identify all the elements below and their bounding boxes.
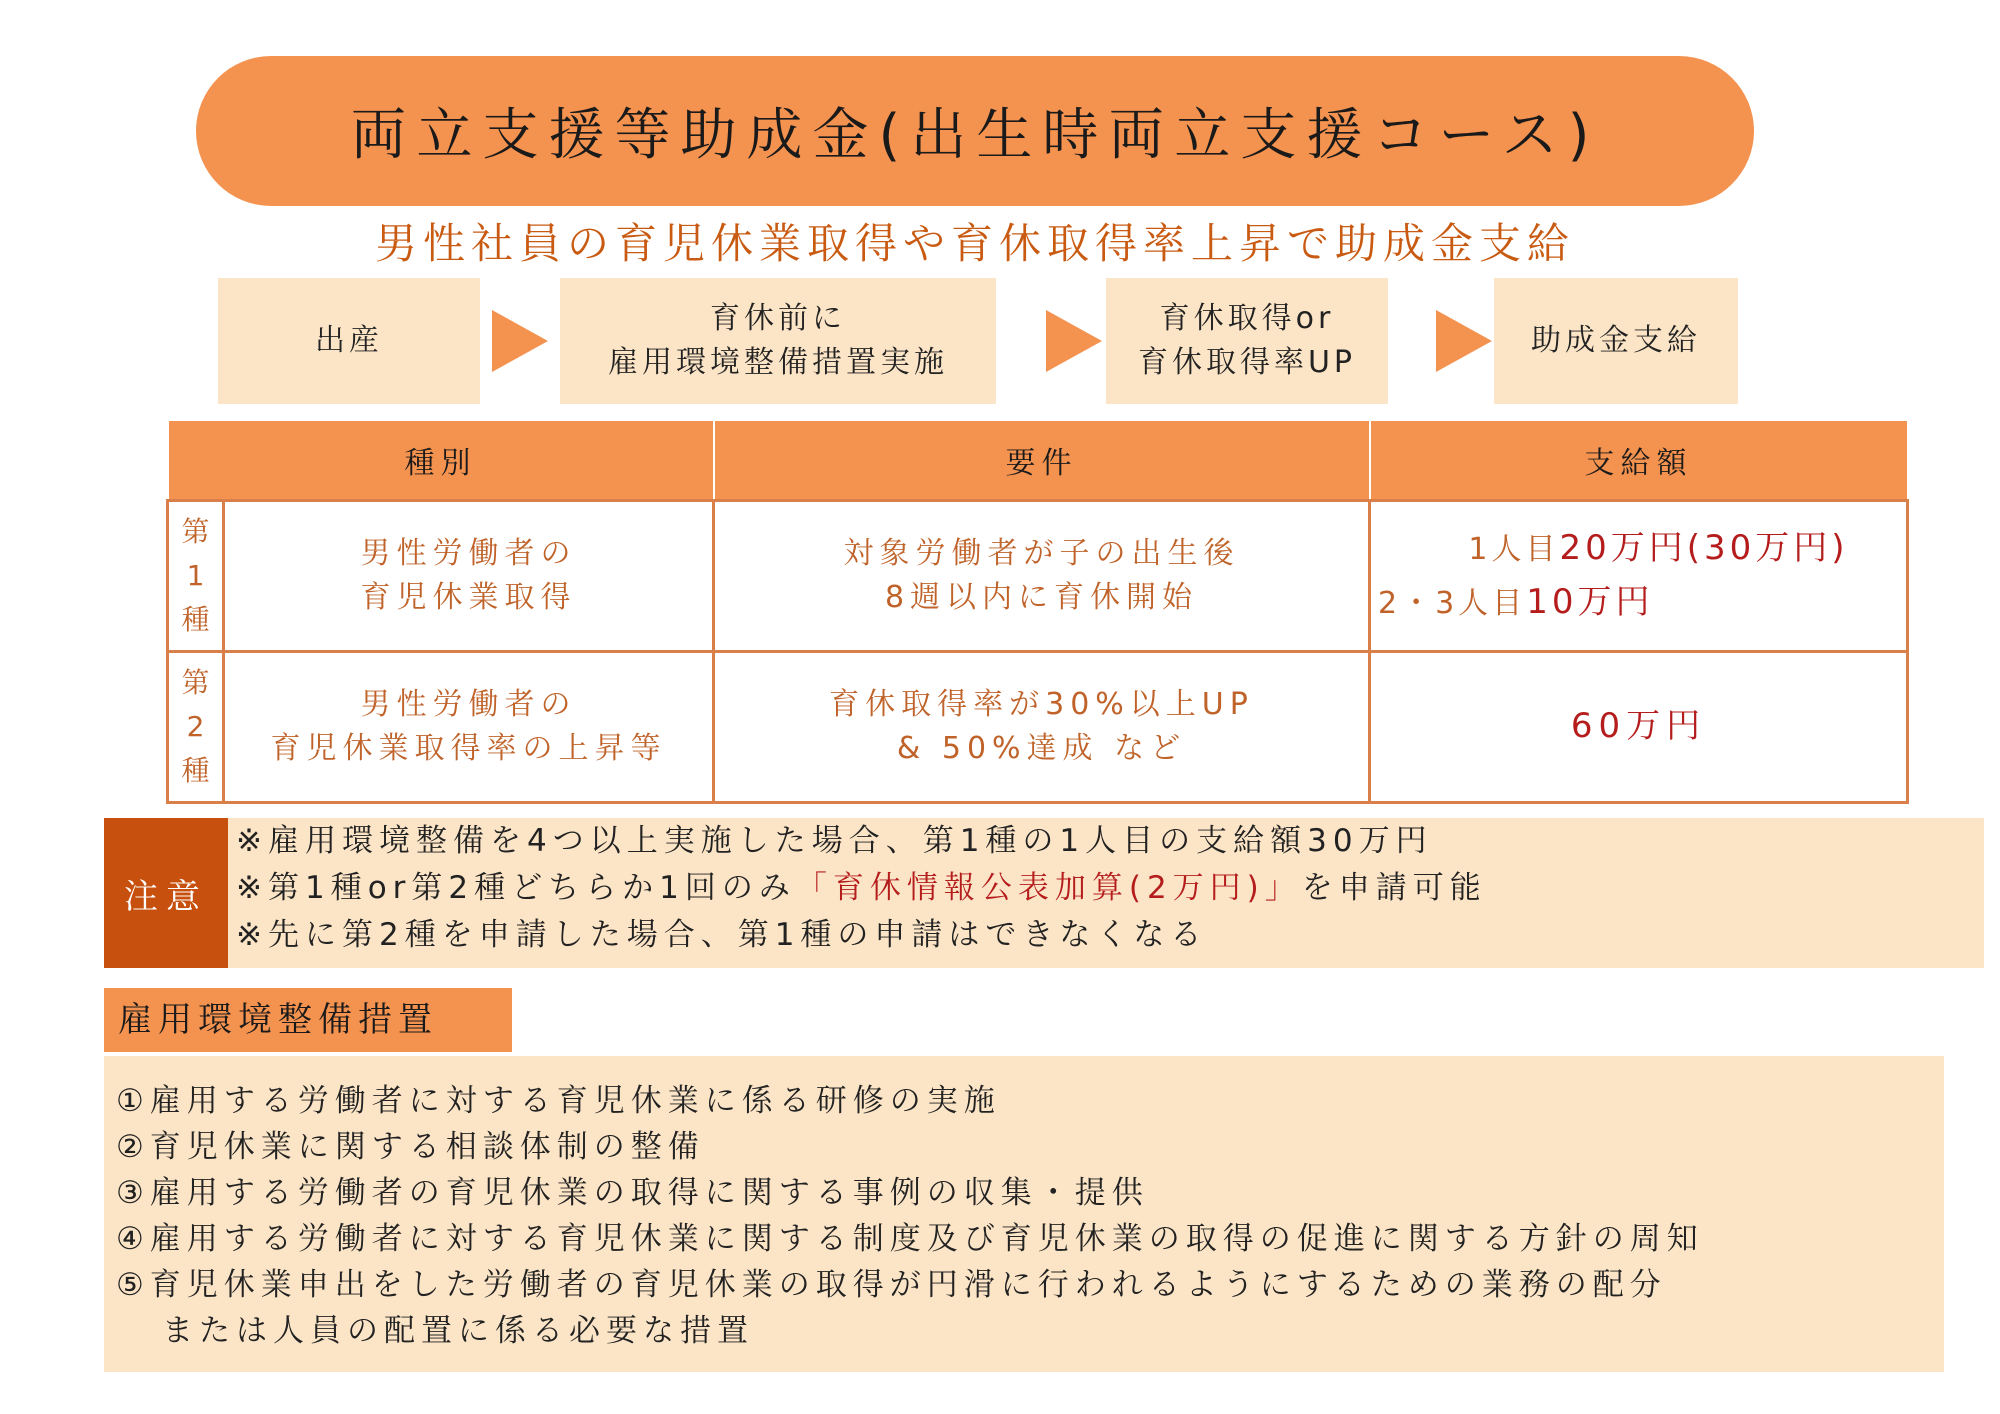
list-item: ①雇用する労働者に対する育児休業に係る研修の実施 <box>116 1083 1001 1119</box>
header-requirement: 要件 <box>714 421 1370 501</box>
flow-step-birth <box>218 278 480 404</box>
note-line: ※雇用環境整備を4つ以上実施した場合、第1種の1人目の支給額30万円 <box>236 823 1433 859</box>
subsidy-table <box>166 421 1909 804</box>
type-cell: 第 2 種 <box>168 652 224 803</box>
category-cell: 男性労働者の 育児休業取得率の上昇等 <box>224 652 714 803</box>
table-header-row <box>168 421 1908 501</box>
category-cell: 男性労働者の 育児休業取得 <box>224 501 714 652</box>
title-banner <box>196 56 1754 206</box>
flow-step-pre-leave <box>560 278 996 404</box>
list-item: ④雇用する労働者に対する育児休業に関する制度及び育児休業の取得の促進に関する方針の周知 <box>116 1221 1704 1257</box>
flow-arrow-icon <box>1046 310 1102 372</box>
note-line: ※先に第2種を申請した場合、第1種の申請はできなくなる <box>236 917 1208 953</box>
requirement-cell: 対象労働者が子の出生後 8週以内に育休開始 <box>714 501 1370 652</box>
measures-list <box>116 1078 1704 1354</box>
flow-step-label: 出産 <box>315 323 383 358</box>
list-item: ⑤育児休業申出をした労働者の育児休業の取得が円滑に行われるようにするための業務の配分 <box>116 1267 1667 1303</box>
flow-step-label: 育休取得or <box>1159 301 1335 336</box>
notes-box <box>104 818 1984 968</box>
amount-cell: 1人目20万円(30万円) 2・3人目10万円 <box>1370 501 1908 652</box>
notes-label: 注意 <box>104 818 228 968</box>
flow-step-leave <box>1106 278 1388 404</box>
bonus-highlight: 「育休情報公表加算(2万円)」 <box>795 870 1302 906</box>
requirement-cell: 育休取得率が30%以上UP & 50%達成 など <box>714 652 1370 803</box>
header-type: 種別 <box>168 421 714 501</box>
page-title: 両立支援等助成金(出生時両立支援コース) <box>350 103 1600 168</box>
note-line: ※第1種or第2種どちらか1回のみ「育休情報公表加算(2万円)」を申請可能 <box>236 870 1487 906</box>
flow-step-payment <box>1494 278 1738 404</box>
list-item: ③雇用する労働者の育児休業の取得に関する事例の収集・提供 <box>116 1175 1149 1211</box>
flow-step-label: 育休前に <box>710 301 846 336</box>
flow-arrow-icon <box>492 310 548 372</box>
table-row <box>168 652 1908 803</box>
flow-step-label: 育休取得率UP <box>1137 345 1357 380</box>
flow-step-label: 雇用環境整備措置実施 <box>608 345 948 380</box>
flow-arrow-icon <box>1436 310 1492 372</box>
list-item: ②育児休業に関する相談体制の整備 <box>116 1129 705 1165</box>
amount-cell: 60万円 <box>1370 652 1908 803</box>
list-item-continuation: または人員の配置に係る必要な措置 <box>162 1313 754 1349</box>
notes-lines <box>236 818 1487 959</box>
flow-step-label: 助成金支給 <box>1531 323 1701 358</box>
subtitle: 男性社員の育児休業取得や育休取得率上昇で助成金支給 <box>374 219 1575 268</box>
measures-heading: 雇用環境整備措置 <box>104 988 512 1052</box>
type-cell: 第 1 種 <box>168 501 224 652</box>
header-amount: 支給額 <box>1370 421 1908 501</box>
measures-box <box>104 1056 1944 1372</box>
table-row <box>168 501 1908 652</box>
